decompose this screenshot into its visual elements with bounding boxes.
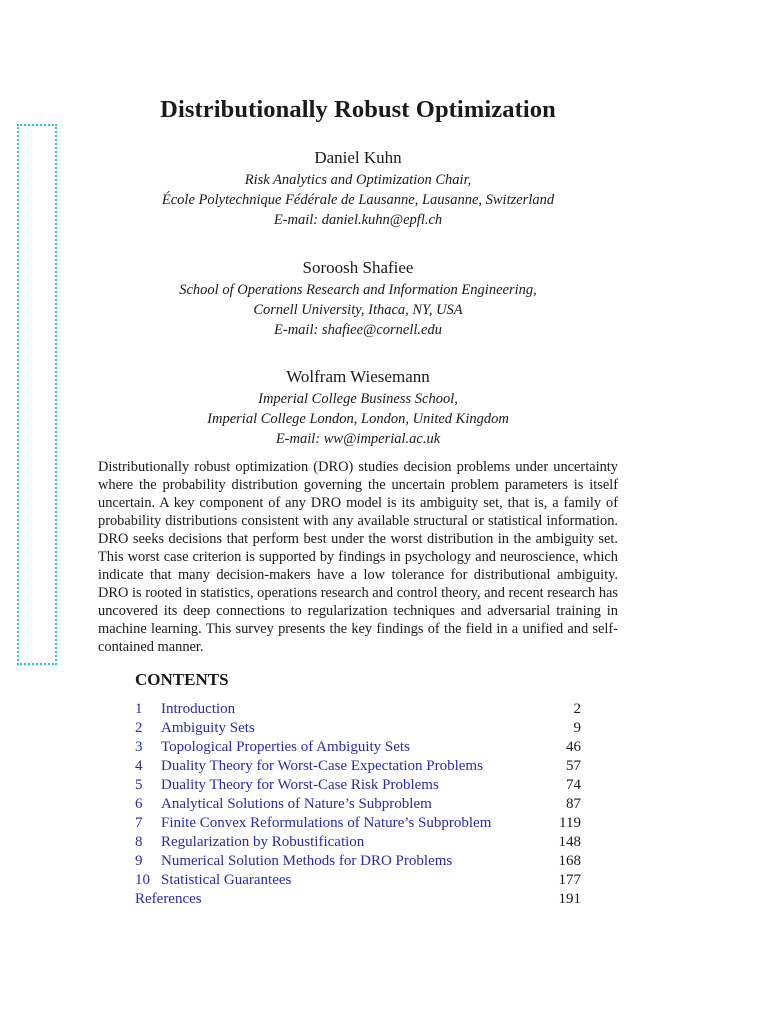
toc-number: 5: [135, 777, 143, 793]
toc-label[interactable]: Numerical Solution Methods for DRO Problems: [161, 853, 453, 869]
toc-label[interactable]: Duality Theory for Worst-Case Risk Problems: [161, 777, 439, 793]
toc-page: 168: [558, 853, 581, 869]
toc-page: 191: [558, 891, 581, 907]
author-email[interactable]: E-mail: shafiee@cornell.edu: [274, 322, 442, 338]
toc-number: 2: [135, 720, 143, 736]
toc-page: 119: [559, 815, 581, 831]
author-affiliation: Cornell University, Ithaca, NY, USA: [253, 302, 463, 318]
toc-label[interactable]: Finite Convex Reformulations of Nature’s Subproblem: [161, 815, 492, 831]
toc-label[interactable]: Introduction: [161, 701, 236, 717]
toc-entry-numerical-methods[interactable]: [135, 852, 581, 871]
toc-number: 9: [135, 853, 143, 869]
toc-number: 1: [135, 701, 143, 717]
author-affiliation: Risk Analytics and Optimization Chair,: [244, 172, 472, 188]
toc-page: 57: [566, 758, 581, 774]
toc-page: 177: [558, 872, 581, 888]
toc-number: 7: [135, 815, 143, 831]
toc-number: 3: [135, 739, 143, 755]
toc-entry-introduction[interactable]: [135, 700, 581, 719]
toc-entry-topological-properties[interactable]: [135, 738, 581, 757]
abstract: Distributionally robust optimization (DRO) studies decision problems under uncertainty where the probability distribution governing the uncertain problem parameters is itself uncertain. A key component of any DRO model is its ambiguity set, that is, a family of probability distributions consistent with any available structural or statistical information. DRO seeks decisions that perform best under the worst distribution in the ambiguity set. This worst case criterion is supported by findings in psychology and neuroscience, which indicate that many decision-makers have a low tolerance for distributional ambiguity. DRO is rooted in statistics, operations research and control theory, and recent research has uncovered its deep connections to regularization techniques and adversarial training in machine learning. This survey presents the key findings of the field in a unified and self-contained manner.: [98, 459, 618, 655]
toc-label[interactable]: Ambiguity Sets: [161, 720, 255, 736]
toc-label[interactable]: Duality Theory for Worst-Case Expectation Problems: [161, 758, 483, 774]
toc-entry-ambiguity-sets[interactable]: [135, 719, 581, 738]
toc-number: 10: [135, 872, 150, 888]
author-name: Soroosh Shafiee: [302, 258, 414, 277]
toc-entry-finite-convex[interactable]: [135, 814, 581, 833]
table-of-contents: [135, 700, 581, 909]
toc-entry-duality-expectation[interactable]: [135, 757, 581, 776]
author-block-wiesemann: [0, 366, 716, 449]
author-affiliation: École Polytechnique Fédérale de Lausanne, Lausanne, Switzerland: [161, 192, 555, 208]
paper-title: Distributionally Robust Optimization: [160, 96, 556, 123]
toc-label[interactable]: Topological Properties of Ambiguity Sets: [161, 739, 410, 755]
author-name: Wolfram Wiesemann: [286, 367, 430, 386]
toc-number: 8: [135, 834, 143, 850]
toc-entry-references[interactable]: [135, 890, 581, 909]
toc-page: 148: [558, 834, 581, 850]
toc-entry-regularization[interactable]: [135, 833, 581, 852]
author-block-shafiee: [0, 257, 716, 340]
toc-number: 4: [135, 758, 143, 774]
author-affiliation: School of Operations Research and Information Engineering,: [179, 282, 537, 298]
author-name: Daniel Kuhn: [314, 148, 402, 167]
toc-page: 9: [573, 720, 581, 736]
author-email[interactable]: E-mail: daniel.kuhn@epfl.ch: [273, 212, 443, 228]
toc-entry-statistical-guarantees[interactable]: [135, 871, 581, 890]
contents-heading: CONTENTS: [135, 670, 229, 689]
toc-entry-analytical-solutions[interactable]: [135, 795, 581, 814]
author-affiliation: Imperial College London, London, United Kingdom: [207, 411, 509, 427]
author-block-kuhn: [0, 147, 716, 230]
toc-page: 87: [566, 796, 581, 812]
toc-number: 6: [135, 796, 143, 812]
toc-label[interactable]: Statistical Guarantees: [161, 872, 292, 888]
toc-label[interactable]: References: [135, 891, 202, 907]
toc-page: 46: [566, 739, 581, 755]
author-affiliation: Imperial College Business School,: [258, 391, 458, 407]
toc-label[interactable]: Analytical Solutions of Nature’s Subproblem: [161, 796, 432, 812]
author-email[interactable]: E-mail: ww@imperial.ac.uk: [275, 431, 441, 447]
toc-page: 2: [573, 701, 581, 717]
toc-label[interactable]: Regularization by Robustification: [161, 834, 365, 850]
toc-page: 74: [566, 777, 581, 793]
toc-entry-duality-risk[interactable]: [135, 776, 581, 795]
